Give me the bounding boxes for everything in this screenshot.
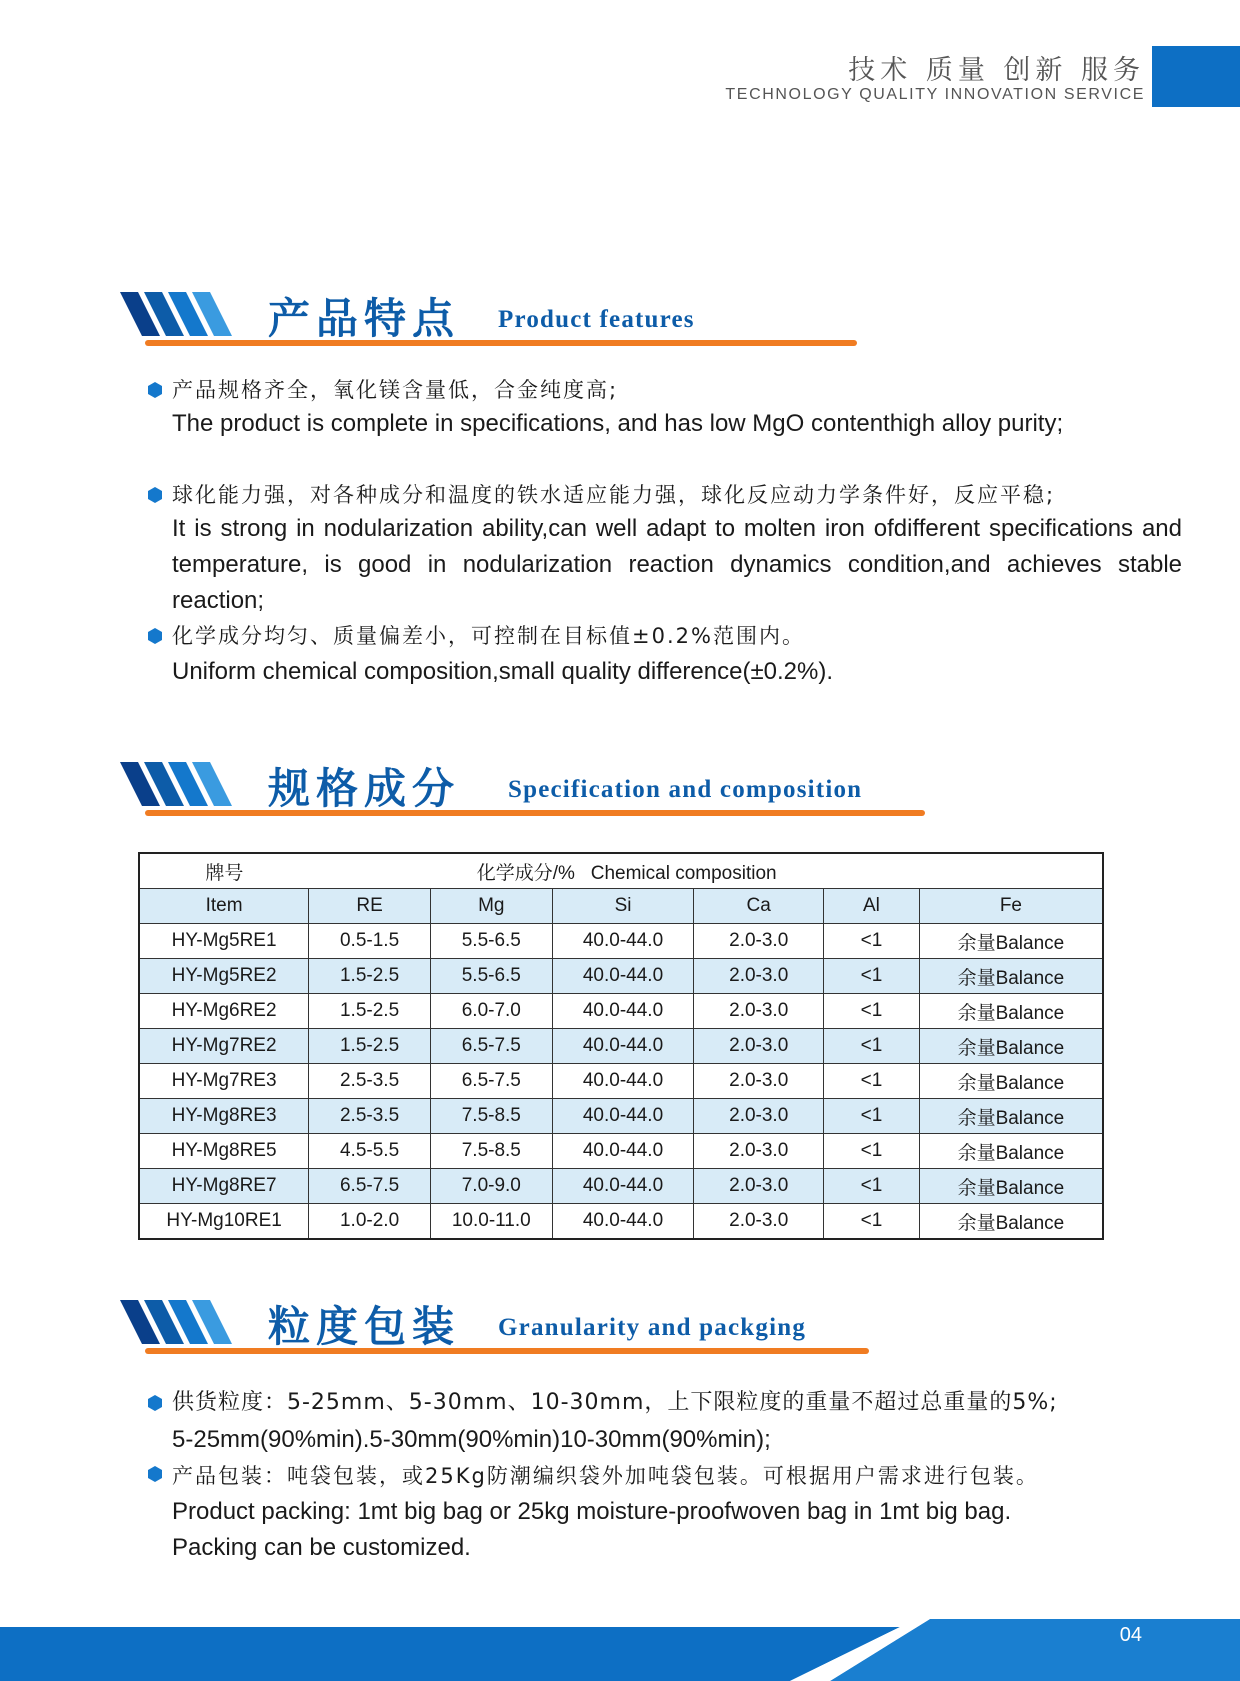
table-cell: 7.0-9.0 bbox=[430, 1169, 552, 1204]
table-cell: <1 bbox=[824, 1064, 920, 1099]
table-cell: <1 bbox=[824, 924, 920, 959]
table-cell: 2.0-3.0 bbox=[694, 1134, 824, 1169]
chevron-stripes-icon bbox=[120, 762, 240, 806]
packing-2-en-line2: Packing can be customized. bbox=[172, 1534, 471, 1561]
header-slogan-en: TECHNOLOGY QUALITY INNOVATION SERVICE bbox=[725, 86, 1145, 103]
table-cell: 6.5-7.5 bbox=[430, 1029, 552, 1064]
table-cell: 余量Balance bbox=[919, 1099, 1103, 1134]
table-cell: HY-Mg7RE3 bbox=[139, 1064, 309, 1099]
column-header: Fe bbox=[919, 889, 1103, 924]
section-underline bbox=[145, 810, 925, 816]
table-cell: 2.0-3.0 bbox=[694, 1064, 824, 1099]
column-header: Si bbox=[552, 889, 694, 924]
section-title-cn: 粒度包装 bbox=[268, 1302, 461, 1351]
table-row bbox=[139, 1029, 1103, 1064]
table-cell: <1 bbox=[824, 1134, 920, 1169]
table-row bbox=[139, 1064, 1103, 1099]
page-number: 04 bbox=[1119, 1624, 1142, 1646]
table-cell: 7.5-8.5 bbox=[430, 1134, 552, 1169]
feature-3-cn: 化学成分均匀、质量偏差小，可控制在目标值±0.2%范围内。 bbox=[172, 624, 805, 648]
packing-1-en: 5-25mm(90%min).5-30mm(90%min)10-30mm(90%min); bbox=[172, 1426, 771, 1453]
table-row bbox=[139, 1169, 1103, 1204]
table-cell: HY-Mg5RE2 bbox=[139, 959, 309, 994]
column-header: RE bbox=[309, 889, 431, 924]
table-cell: <1 bbox=[824, 994, 920, 1029]
column-header: Ca bbox=[694, 889, 824, 924]
table-row bbox=[139, 994, 1103, 1029]
table-cell: 40.0-44.0 bbox=[552, 1169, 694, 1204]
table-cell: 1.5-2.5 bbox=[309, 994, 431, 1029]
table-cell: 10.0-11.0 bbox=[430, 1204, 552, 1240]
table-cell: 2.5-3.5 bbox=[309, 1099, 431, 1134]
table-cell: 2.0-3.0 bbox=[694, 1169, 824, 1204]
table-header-row bbox=[139, 853, 1103, 889]
feature-2-en: It is strong in nodularization ability,can well adapt to molten iron ofdifferent specifications and temperature, is good in nodularization reaction dynamics condition,and achieves stable reaction; bbox=[172, 515, 1182, 614]
table-cell: <1 bbox=[824, 959, 920, 994]
table-cell: 40.0-44.0 bbox=[552, 994, 694, 1029]
table-cell: 6.0-7.0 bbox=[430, 994, 552, 1029]
table-cell: 5.5-6.5 bbox=[430, 924, 552, 959]
table-cell: <1 bbox=[824, 1099, 920, 1134]
table-cell: 余量Balance bbox=[919, 1204, 1103, 1240]
table-cell: <1 bbox=[824, 1204, 920, 1240]
packing-2-en-line1: Product packing: 1mt big bag or 25kg moisture-proofwoven bag in 1mt big bag. bbox=[172, 1498, 1012, 1525]
table-row bbox=[139, 1099, 1103, 1134]
table-cell: 余量Balance bbox=[919, 924, 1103, 959]
table-cell: 1.5-2.5 bbox=[309, 959, 431, 994]
bullet-hexagon-icon bbox=[148, 1466, 162, 1482]
table-cell: <1 bbox=[824, 1169, 920, 1204]
table-cell: 2.0-3.0 bbox=[694, 959, 824, 994]
table-cell: 2.0-3.0 bbox=[694, 1029, 824, 1064]
table-cell: 40.0-44.0 bbox=[552, 924, 694, 959]
table-cell: 2.0-3.0 bbox=[694, 994, 824, 1029]
table-cell: 1.0-2.0 bbox=[309, 1204, 431, 1240]
table-cell: 余量Balance bbox=[919, 959, 1103, 994]
table-cell: 2.0-3.0 bbox=[694, 1099, 824, 1134]
table-cell: 0.5-1.5 bbox=[309, 924, 431, 959]
table-cell: 2.5-3.5 bbox=[309, 1064, 431, 1099]
table-row bbox=[139, 1134, 1103, 1169]
table-cell: 2.0-3.0 bbox=[694, 1204, 824, 1240]
bullet-hexagon-icon bbox=[148, 1395, 162, 1411]
table-cell: 余量Balance bbox=[919, 1029, 1103, 1064]
feature-3-en: Uniform chemical composition,small quality difference(±0.2%). bbox=[172, 658, 833, 685]
section-title-cn: 产品特点 bbox=[268, 294, 461, 343]
table-row bbox=[139, 1204, 1103, 1240]
table-cell: HY-Mg8RE5 bbox=[139, 1134, 309, 1169]
table-cell: HY-Mg7RE2 bbox=[139, 1029, 309, 1064]
table-cell: 4.5-5.5 bbox=[309, 1134, 431, 1169]
section-header-features bbox=[120, 292, 740, 372]
feature-1-en: The product is complete in specifications, and has low MgO contenthigh alloy purity; bbox=[172, 410, 1064, 437]
section-underline bbox=[145, 340, 857, 346]
table-column-header-row bbox=[139, 889, 1103, 924]
bullet-hexagon-icon bbox=[148, 487, 162, 503]
table-cell: 5.5-6.5 bbox=[430, 959, 552, 994]
section-title-cn: 规格成分 bbox=[268, 764, 461, 813]
packing-1-cn: 供货粒度：5-25mm、5-30mm、10-30mm，上下限粒度的重量不超过总重量的5%; bbox=[172, 1390, 1058, 1415]
header-blue-block bbox=[1152, 46, 1240, 107]
table-row bbox=[139, 924, 1103, 959]
table-cell: HY-Mg8RE7 bbox=[139, 1169, 309, 1204]
chevron-stripes-icon bbox=[120, 1300, 240, 1344]
section-underline bbox=[145, 1348, 869, 1354]
bullet-hexagon-icon bbox=[148, 382, 162, 398]
section-title-en: Product features bbox=[498, 306, 695, 333]
table-body bbox=[139, 924, 1103, 1240]
composition-table bbox=[138, 852, 1104, 1240]
table-cell: 40.0-44.0 bbox=[552, 1099, 694, 1134]
table-cell: 2.0-3.0 bbox=[694, 924, 824, 959]
feature-2-cn: 球化能力强，对各种成分和温度的铁水适应能力强，球化反应动力学条件好，反应平稳; bbox=[172, 483, 1056, 507]
footer-band bbox=[0, 1619, 1240, 1681]
table-row bbox=[139, 959, 1103, 994]
table-cell: HY-Mg8RE3 bbox=[139, 1099, 309, 1134]
table-cell: 40.0-44.0 bbox=[552, 1204, 694, 1240]
table-cell: 6.5-7.5 bbox=[430, 1064, 552, 1099]
composition-header-cell: 化学成分/% Chemical composition bbox=[309, 853, 1103, 889]
section-header-packing bbox=[120, 1300, 880, 1380]
feature-1-cn: 产品规格齐全，氧化镁含量低，合金纯度高; bbox=[172, 378, 619, 402]
chevron-stripes-icon bbox=[120, 292, 240, 336]
bullet-hexagon-icon bbox=[148, 628, 162, 644]
packing-2-cn: 产品包装：吨袋包装，或25Kg防潮编织袋外加吨袋包装。可根据用户需求进行包装。 bbox=[172, 1464, 1039, 1488]
table-cell: 余量Balance bbox=[919, 994, 1103, 1029]
brand-header-cell: 牌号 bbox=[139, 853, 309, 889]
table-cell: HY-Mg10RE1 bbox=[139, 1204, 309, 1240]
column-header: Item bbox=[139, 889, 309, 924]
table-cell: 6.5-7.5 bbox=[309, 1169, 431, 1204]
table-cell: 余量Balance bbox=[919, 1169, 1103, 1204]
column-header: Mg bbox=[430, 889, 552, 924]
table-cell: 40.0-44.0 bbox=[552, 1064, 694, 1099]
table-cell: 余量Balance bbox=[919, 1134, 1103, 1169]
table-cell: 7.5-8.5 bbox=[430, 1099, 552, 1134]
table-cell: 余量Balance bbox=[919, 1064, 1103, 1099]
section-title-en: Specification and composition bbox=[508, 776, 863, 803]
header-slogan-cn: 技术 质量 创新 服务 bbox=[848, 55, 1145, 86]
column-header: Al bbox=[824, 889, 920, 924]
table-cell: HY-Mg5RE1 bbox=[139, 924, 309, 959]
table-cell: 40.0-44.0 bbox=[552, 959, 694, 994]
table-cell: 40.0-44.0 bbox=[552, 1134, 694, 1169]
table-cell: 40.0-44.0 bbox=[552, 1029, 694, 1064]
table-cell: HY-Mg6RE2 bbox=[139, 994, 309, 1029]
section-title-en: Granularity and packging bbox=[498, 1314, 807, 1341]
section-header-spec bbox=[120, 762, 940, 842]
table-cell: <1 bbox=[824, 1029, 920, 1064]
table-cell: 1.5-2.5 bbox=[309, 1029, 431, 1064]
